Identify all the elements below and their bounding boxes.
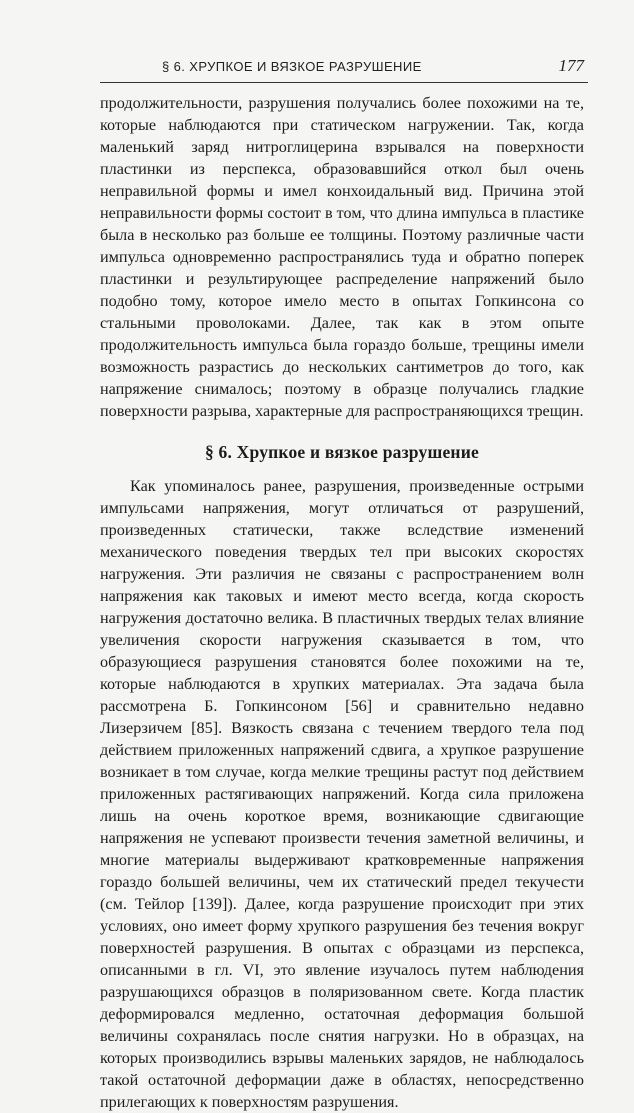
body-text: [100, 92, 584, 1113]
running-head: § 6. ХРУПКОЕ И ВЯЗКОЕ РАЗРУШЕНИЕ: [162, 59, 422, 74]
section-heading: § 6. Хрупкое и вязкое разрушение: [205, 442, 479, 462]
paragraph: Как упоминалось ранее, разрушения, произведенные острыми импульсами напряжения, могут отличаться от разрушений, произведенных статически, также вследствие изменений механического поведения твердых тел при высоких скоростях нагружения. Эти различия не связаны с распространением волн напряжения как таковых и имеют место всегда, когда скорость нагружения достаточно велика. В пластичных твердых телах влияние увеличения скорости нагружения сказывается в том, что образующиеся разрушения становятся более похожими на те, которые наблюдаются в хрупких материалах. Эта задача была рассмотрена Б. Гопкинсоном [56] и сравнительно недавно Лизерзичем [85]. Вязкость связана с течением твердого тела под действием приложенных напряжений сдвига, а хрупкое разрушение возникает в том случае, когда мелкие трещины растут под действием приложенных растягивающих напряжений. Когда сила приложена лишь на очень короткое время, возникающие сдвигающие напряжения не успевают произвести течения заметной величины, и многие материалы выдерживают кратковременные напряжения гораздо большей величины, чем их статический предел текучести (см. Тейлор [139]). Далее, когда разрушение происходит при этих условиях, оно имеет форму хрупкого разрушения без течения вокруг поверхностей разрушения. В опытах с образцами из перспекса, описанными в гл. VI, это явление изучалось путем наблюдения разрушающихся образцов в поляризованном свете. Когда пластик деформировался медленно, остаточная деформация большой величины сохранялась после снятия нагрузки. Но в образцах, на которых производились взрывы маленьких зарядов, не наблюдалось такой остаточной деформации даже в областях, непосредственно прилегающих к поверхностям разрушения.: [100, 477, 584, 1111]
page-number: 177: [558, 56, 584, 75]
paragraph-continued: продолжительности, разрушения получались более похожими на те, которые наблюдаются при статическом нагружении. Так, когда маленький заряд нитроглицерина взрывался на поверхности пластинки из перспекса, образовавшийся откол был очень неправильной формы и имел конхоидальный вид. Причина этой неправильности формы состоит в том, что длина импульса в пластике была в несколько раз больше ее толщины. Поэтому различные части импульса одновременно распространялись туда и обратно поперек пластинки и результирующее распределение напряжений было подобно тому, которое имело место в опытах Гопкинсона со стальными проволоками. Далее, так как в этом опыте продолжительность импульса была гораздо больше, трещины имели возможность разрастись до нескольких сантиметров до того, как напряжение снималось; поэтому в образце получались гладкие поверхности разрыва, характерные для распространяющихся трещин.: [100, 94, 584, 420]
header-rule: [100, 82, 588, 83]
page-header: [100, 55, 588, 79]
